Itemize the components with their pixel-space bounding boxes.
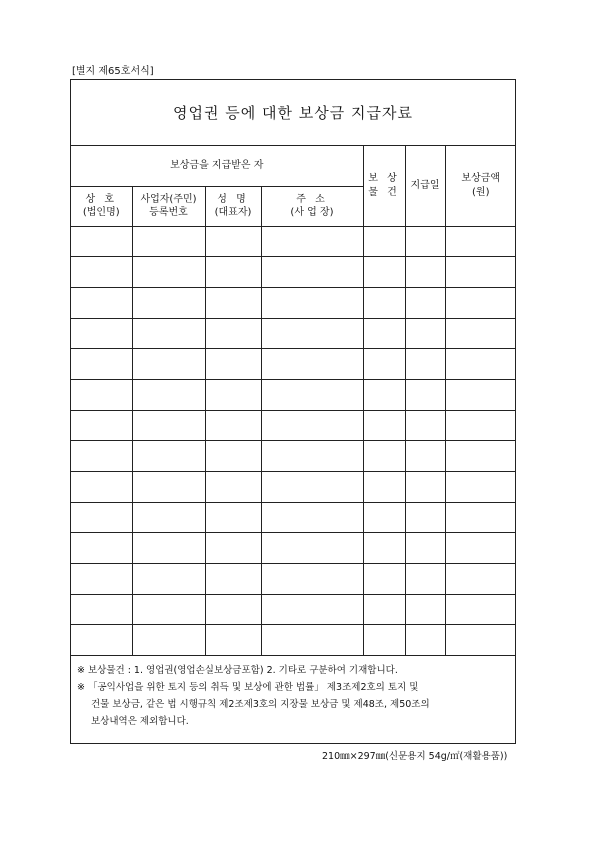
table-row	[71, 257, 516, 288]
title-box	[71, 80, 515, 146]
table-cell[interactable]	[205, 502, 261, 533]
table-cell[interactable]	[71, 379, 132, 410]
compensation-table	[71, 146, 516, 656]
business-name-header: 상 호 (법인명)	[71, 186, 132, 226]
table-cell[interactable]	[205, 441, 261, 472]
table-cell[interactable]	[405, 318, 445, 349]
table-cell[interactable]	[261, 318, 363, 349]
compensation-item-header: 보 상 물 건	[363, 146, 405, 226]
note-line: 보상내역은 제외합니다.	[91, 716, 189, 727]
table-cell[interactable]	[261, 502, 363, 533]
table-cell[interactable]	[205, 594, 261, 625]
table-cell[interactable]	[71, 502, 132, 533]
table-cell[interactable]	[132, 226, 205, 257]
table-cell[interactable]	[405, 410, 445, 441]
table-row	[71, 594, 516, 625]
table-cell[interactable]	[132, 502, 205, 533]
table-cell[interactable]	[405, 441, 445, 472]
form-number-label: [별지 제65호서식]	[72, 66, 154, 77]
table-cell[interactable]	[261, 287, 363, 318]
note-line: 건물 보상금, 같은 법 시행규칙 제2조제3호의 지장물 보상금 및 제48조, 제50조의	[91, 699, 430, 710]
table-cell[interactable]	[363, 441, 405, 472]
table-cell[interactable]	[445, 410, 516, 441]
table-cell[interactable]	[445, 594, 516, 625]
table-cell[interactable]	[405, 349, 445, 380]
table-cell[interactable]	[363, 226, 405, 257]
table-cell[interactable]	[205, 472, 261, 503]
table-row	[71, 441, 516, 472]
registration-number-header: 사업자(주민) 등록번호	[132, 186, 205, 226]
table-cell[interactable]	[363, 625, 405, 656]
table-cell[interactable]	[71, 441, 132, 472]
table-cell[interactable]	[132, 318, 205, 349]
table-cell[interactable]	[363, 533, 405, 564]
table-cell[interactable]	[363, 379, 405, 410]
table-cell[interactable]	[405, 287, 445, 318]
table-cell[interactable]	[71, 287, 132, 318]
table-cell[interactable]	[132, 564, 205, 595]
table-row	[71, 625, 516, 656]
table-cell[interactable]	[261, 472, 363, 503]
table-cell[interactable]	[261, 379, 363, 410]
table-cell[interactable]	[445, 318, 516, 349]
form-frame	[70, 79, 516, 744]
table-cell[interactable]	[132, 625, 205, 656]
payment-date-header: 지급일	[405, 146, 445, 226]
table-cell[interactable]	[205, 349, 261, 380]
table-cell[interactable]	[261, 533, 363, 564]
table-cell[interactable]	[363, 594, 405, 625]
table-cell[interactable]	[261, 349, 363, 380]
table-cell[interactable]	[445, 349, 516, 380]
table-cell[interactable]	[445, 472, 516, 503]
table-cell[interactable]	[71, 318, 132, 349]
table-cell[interactable]	[205, 318, 261, 349]
table-cell[interactable]	[445, 564, 516, 595]
header-row-1	[71, 146, 516, 186]
table-cell[interactable]	[445, 625, 516, 656]
table-cell[interactable]	[405, 472, 445, 503]
table-row	[71, 564, 516, 595]
table-cell[interactable]	[363, 502, 405, 533]
table-cell[interactable]	[132, 257, 205, 288]
table-cell[interactable]	[363, 564, 405, 595]
table-cell[interactable]	[71, 472, 132, 503]
table-cell[interactable]	[261, 441, 363, 472]
table-row	[71, 349, 516, 380]
table-cell[interactable]	[445, 502, 516, 533]
table-cell[interactable]	[132, 349, 205, 380]
table-cell[interactable]	[405, 257, 445, 288]
table-cell[interactable]	[132, 533, 205, 564]
paper-size-spec: 210㎜×297㎜(신문용지 54g/㎡(재활용품))	[322, 751, 508, 762]
table-cell[interactable]	[363, 257, 405, 288]
table-cell[interactable]	[445, 226, 516, 257]
table-cell[interactable]	[363, 287, 405, 318]
table-row	[71, 318, 516, 349]
table-cell[interactable]	[205, 564, 261, 595]
table-cell[interactable]	[71, 410, 132, 441]
table-cell[interactable]	[205, 257, 261, 288]
table-cell[interactable]	[71, 349, 132, 380]
table-cell[interactable]	[205, 287, 261, 318]
table-cell[interactable]	[445, 441, 516, 472]
table-cell[interactable]	[261, 564, 363, 595]
table-cell[interactable]	[132, 379, 205, 410]
form-title: 영업권 등에 대한 보상금 지급자료	[173, 104, 413, 122]
table-cell[interactable]	[405, 564, 445, 595]
table-cell[interactable]	[405, 379, 445, 410]
table-cell[interactable]	[71, 226, 132, 257]
name-header: 성 명 (대표자)	[205, 186, 261, 226]
table-row	[71, 472, 516, 503]
table-cell[interactable]	[261, 257, 363, 288]
table-cell[interactable]	[71, 594, 132, 625]
table-cell[interactable]	[205, 533, 261, 564]
table-cell[interactable]	[405, 594, 445, 625]
table-cell[interactable]	[405, 533, 445, 564]
table-cell[interactable]	[132, 287, 205, 318]
table-cell[interactable]	[363, 318, 405, 349]
table-row	[71, 502, 516, 533]
table-row	[71, 410, 516, 441]
table-cell[interactable]	[445, 379, 516, 410]
table-cell[interactable]	[261, 625, 363, 656]
table-cell[interactable]	[71, 533, 132, 564]
table-row	[71, 287, 516, 318]
table-cell[interactable]	[205, 226, 261, 257]
table-cell[interactable]	[363, 349, 405, 380]
table-cell[interactable]	[205, 379, 261, 410]
table-cell[interactable]	[205, 625, 261, 656]
table-cell[interactable]	[261, 226, 363, 257]
table-cell[interactable]	[205, 410, 261, 441]
table-cell[interactable]	[132, 441, 205, 472]
table-cell[interactable]	[71, 257, 132, 288]
table-row	[71, 226, 516, 257]
recipient-group-header: 보상금을 지급받은 자	[71, 146, 363, 186]
table-row	[71, 533, 516, 564]
address-header: 주 소 (사 업 장)	[261, 186, 363, 226]
table-cell[interactable]	[132, 472, 205, 503]
notes-section	[71, 654, 515, 730]
table-cell[interactable]	[363, 472, 405, 503]
table-cell[interactable]	[445, 287, 516, 318]
table-cell[interactable]	[363, 410, 405, 441]
table-cell[interactable]	[132, 410, 205, 441]
table-cell[interactable]	[405, 226, 445, 257]
table-cell[interactable]	[261, 410, 363, 441]
table-cell[interactable]	[445, 533, 516, 564]
table-row	[71, 379, 516, 410]
amount-header: 보상금액 (원)	[445, 146, 516, 226]
table-cell[interactable]	[405, 502, 445, 533]
table-cell[interactable]	[71, 564, 132, 595]
table-cell[interactable]	[445, 257, 516, 288]
note-line: ※ 「공익사업을 위한 토지 등의 취득 및 보상에 관한 법률」 제3조제2호의 토지 및	[77, 682, 419, 693]
table-cell[interactable]	[71, 625, 132, 656]
table-body	[71, 226, 516, 656]
note-line: ※ 보상물건 : 1. 영업권(영업손실보상금포함) 2. 기타로 구분하여 기재합니다.	[77, 665, 398, 676]
table-cell[interactable]	[132, 594, 205, 625]
table-cell[interactable]	[261, 594, 363, 625]
table-cell[interactable]	[405, 625, 445, 656]
